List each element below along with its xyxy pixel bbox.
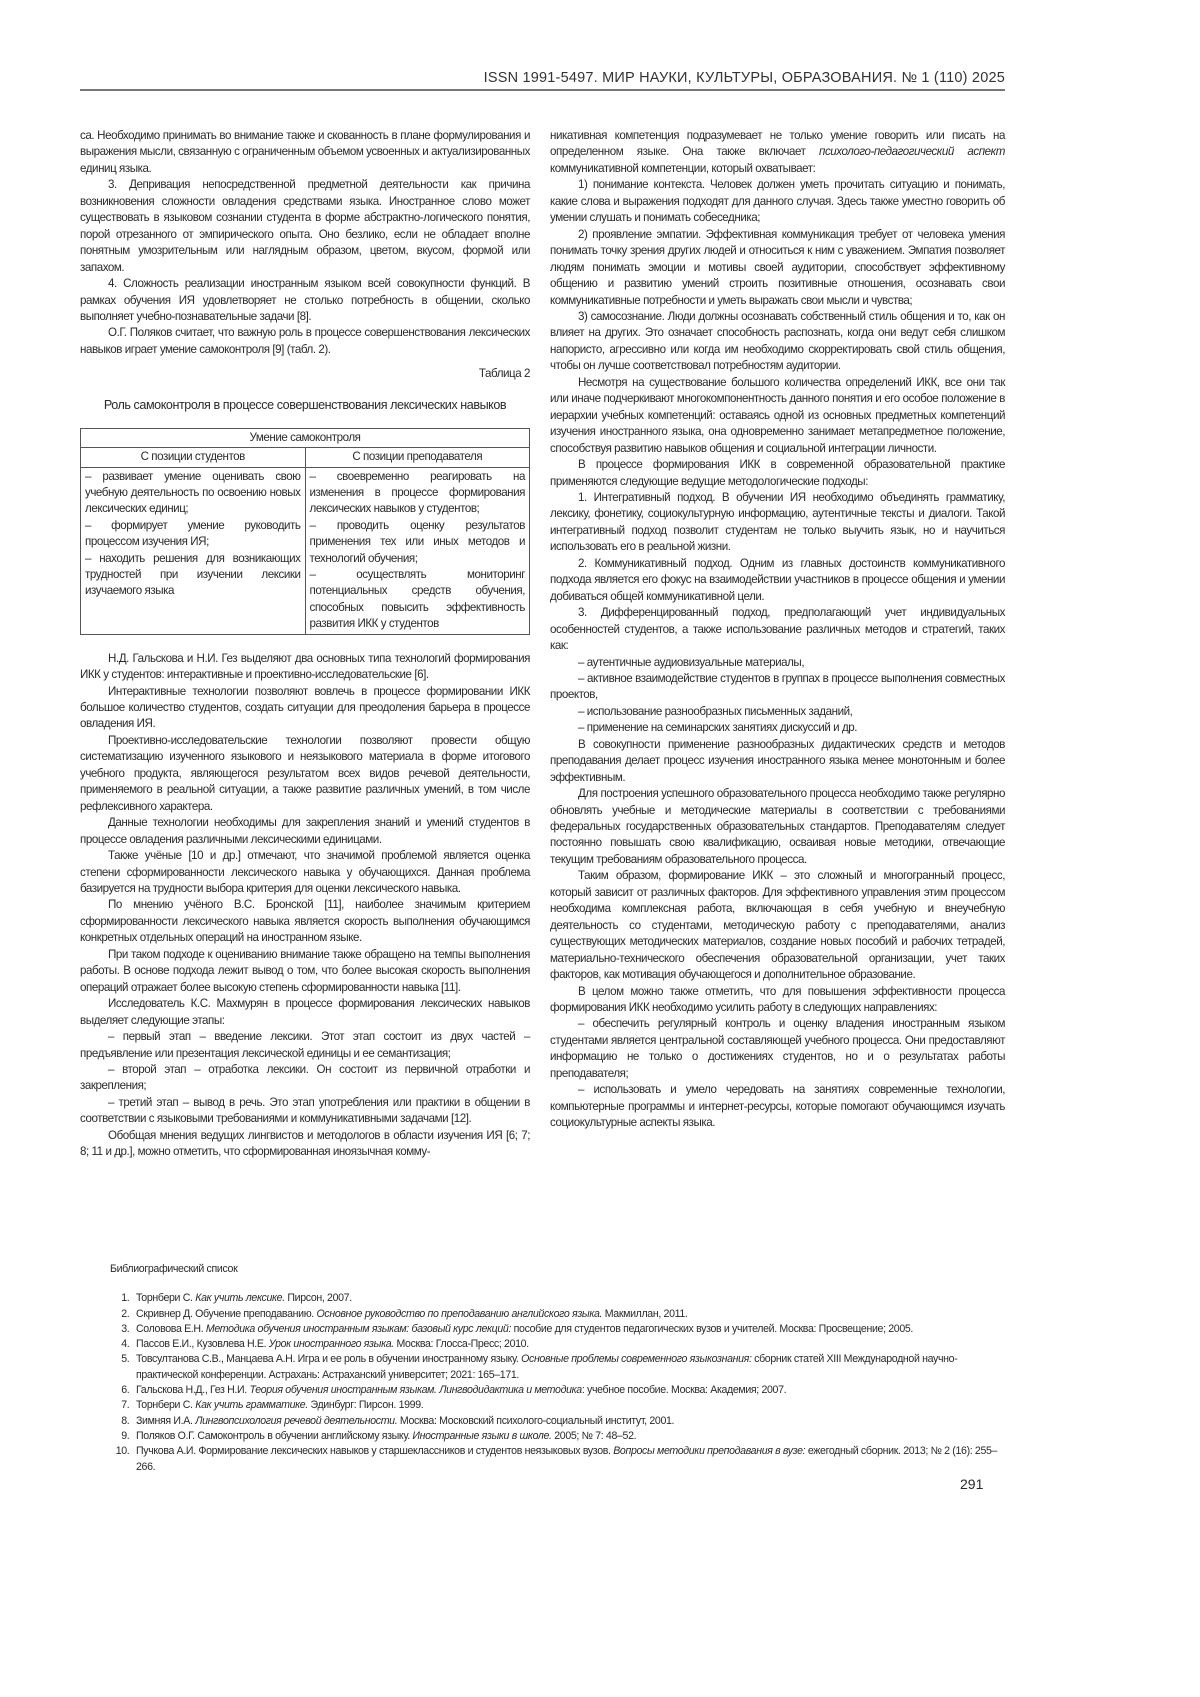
paragraph bbox=[80, 325, 530, 358]
paragraph bbox=[80, 1029, 530, 1062]
bibliography-item bbox=[132, 1337, 1005, 1352]
paragraph bbox=[80, 276, 530, 325]
paragraph bbox=[80, 1128, 530, 1161]
text-run: Пассов Е.И., Кузовлева Н.Е. bbox=[136, 1338, 269, 1351]
paragraph bbox=[80, 684, 530, 733]
bibliography-item bbox=[132, 1429, 1005, 1444]
right-paragraphs bbox=[550, 128, 1005, 1132]
text-run: ежегодный сборник. 2013; № 2 (16): 255–266. bbox=[136, 1445, 998, 1473]
paragraph bbox=[80, 177, 530, 276]
text-run: коммуникативной компетенции, который охватывает: bbox=[550, 161, 816, 175]
text-run: Пирсон, 2007. bbox=[284, 1292, 352, 1305]
text-run: Торнбери С. bbox=[136, 1399, 196, 1412]
table-2 bbox=[80, 428, 530, 635]
text-run: 3. Дифференцированный подход, предполагающий учет индивидуальных особенностей студентов, а также использование различных методов и стратегий, таких как: bbox=[550, 606, 1005, 653]
page-number: 291 bbox=[960, 1476, 984, 1492]
text-run: Несмотря на существование большого количества определений ИКК, все они так или иначе подчеркивают многокомпонентность данного понятия и его особое положение в иерархии учебных компетенций: оставаясь одной из основных предметных компетенций изучения иностранного языка, она одновременно занимает метапредметное положение, способствуя развитию навыков общения и социальной интеграции личности. bbox=[550, 375, 1005, 455]
text-run: Торнбери С. bbox=[136, 1292, 196, 1305]
italic-text: Вопросы методики преподавания в вузе: bbox=[613, 1445, 806, 1458]
text-run: Эдинбург: Пирсон. 1999. bbox=[307, 1399, 424, 1412]
column-header-teacher: С позиции преподавателя bbox=[305, 448, 530, 467]
text-run: пособие для студентов педагогических вузов и учителей. Москва: Просвещение; 2005. bbox=[511, 1322, 914, 1335]
table-cell-item: – своевременно реагировать на изменения в процессе формирования лексических навыков у студентов; bbox=[309, 469, 525, 516]
text-run: Пучкова А.И. Формирование лексических навыков у старшеклассников и студентов неязыковых вузов. bbox=[136, 1445, 614, 1458]
paragraph bbox=[80, 1062, 530, 1095]
paragraph bbox=[80, 1095, 530, 1128]
text-run: Зимняя И.А. bbox=[136, 1414, 196, 1427]
paragraph bbox=[550, 786, 1005, 868]
text-run: 3) самосознание. Люди должны осознавать собственный стиль общения и то, как он влияет на других. Это означает способность распознать, когда они ведут себя слишком напористо, агрессивно или когда им необходимо скорректировать свой стиль общения, чтобы он лучше соответствовал потребностям аудитории. bbox=[550, 309, 1005, 373]
cell-students bbox=[81, 467, 306, 634]
paragraph bbox=[550, 605, 1005, 654]
left-column bbox=[80, 128, 530, 1161]
bibliography-item bbox=[132, 1322, 1005, 1337]
bibliography-item bbox=[132, 1414, 1005, 1429]
text-run: – применение на семинарских занятиях дискуссий и др. bbox=[578, 721, 858, 735]
text-run: 1) понимание контекста. Человек должен уметь прочитать ситуацию и понимать, какие слова и выражения подходят для данного случая. Здесь также уместно говорить об умении слушать и понимать собеседника; bbox=[550, 178, 1005, 225]
italic-text: Основное руководство по преподаванию английского языка. bbox=[316, 1307, 603, 1320]
text-run: никативная компетенция подразумевает не только умение говорить или писать на определенном языке. Она также включает bbox=[550, 129, 1005, 159]
italic-text: Как учить грамматике. bbox=[195, 1399, 308, 1412]
italic-text: Лингвопсихология речевой деятельности. bbox=[195, 1414, 398, 1427]
paragraph bbox=[550, 671, 1005, 704]
text-run: Скривнер Д. Обучение преподаванию. bbox=[136, 1307, 317, 1320]
text-run: Проективно-исследовательские технологии позволяют провести общую систематизацию изученного языкового и неязыкового материала в форме итогового учебного продукта, являющегося результатом всех видов речевой деятельности, применяемого в реальной ситуации, а также развитие различных умений, в том числе рефлексивного характера. bbox=[80, 733, 530, 813]
text-run: Макмиллан, 2011. bbox=[602, 1307, 688, 1320]
paragraph bbox=[550, 457, 1005, 490]
bibliography-item bbox=[132, 1444, 1005, 1475]
text-run: Исследователь К.С. Махмурян в процессе формирования лексических навыков выделяет следующие этапы: bbox=[80, 997, 530, 1027]
text-run: 4. Сложность реализации иностранным языком всей совокупности функций. В рамках обучения ИЯ удовлетворяет не столько потребность в общении, сколько выполняет учебно-познавательные задачи [8]. bbox=[80, 277, 530, 323]
text-run: 3. Депривация непосредственной предметной деятельности как причина возникновения сложности овладения средствами языка. Иностранное слово может существовать в языковом сознании студента в форме абстрактно-логического понятия, порой отрезанного от эмпирического опыта. Оно безлико, если не обладает вполне понятным умозрительным или наглядным образом, цветом, вкусом, формой или запахом. bbox=[80, 178, 530, 274]
text-run: Москва: Московский психолого-социальный институт, 2001. bbox=[397, 1414, 675, 1427]
text-run: Также учёные [10 и др.] отмечают, что значимой проблемой является оценка степени сформированности лексического навыка у обучающихся. Данная проблема базируется на трудности выбора критерия для оценки лексического навыка. bbox=[80, 849, 530, 896]
italic-text: Урок иностранного языка. bbox=[268, 1338, 394, 1351]
text-run: 2) проявление эмпатии. Эффективная коммуникация требует от человека умения понимать точку зрения других людей и относиться к ним с уважением. Эмпатия позволяет людям понимать эмоции и мотивы своей аудитории, способствует эффективному общению и развитию умений строить позитивные отношения, осознавать свои коммуникативные потребности и уметь выражать свои мысли и чувства; bbox=[550, 227, 1005, 307]
paragraph bbox=[80, 996, 530, 1029]
text-run: Москва: Глосса-Пресс; 2010. bbox=[393, 1338, 529, 1351]
paragraph bbox=[550, 1016, 1005, 1082]
paragraph bbox=[550, 177, 1005, 226]
text-run: Товсултанова С.В., Манцаева А.Н. Игра и ее роль в обучении иностранному языку. bbox=[136, 1353, 522, 1366]
text-run: О.Г. Поляков считает, что важную роль в процессе совершенствования лексических навыков играет умение самоконтроля [9] (табл. 2). bbox=[80, 326, 530, 356]
text-run: Таким образом, формирование ИКК – это сложный и многогранный процесс, который зависит от различных факторов. Для эффективного управления этим процессом необходима комплексная работа, включающая в себя учебную и внеучебную деятельность со студентами, методическую работу с преподавателями, анализ существующих методических материалов, создание новых пособий и рабочих тетрадей, материально-технического обеспечения образовательной организации, учет таких факторов, как мотивация обучающегося и дополнительное образование. bbox=[550, 869, 1005, 982]
text-run: Гальскова Н.Д., Гез Н.И. bbox=[136, 1384, 250, 1397]
text-run: – второй этап – отработка лексики. Он состоит из первичной отработки и закрепления; bbox=[80, 1063, 530, 1093]
bibliography-title: Библиографический список bbox=[110, 1263, 238, 1275]
paragraph bbox=[550, 556, 1005, 605]
text-run: Данные технологии необходимы для закрепления знаний и умений студентов в процессе овладения различными лексическими единицами. bbox=[80, 816, 530, 846]
paragraph bbox=[80, 848, 530, 897]
text-run: Поляков О.Г. Самоконтроль в обучении английскому языку. bbox=[136, 1429, 413, 1442]
table-header: Умение самоконтроля bbox=[81, 428, 530, 447]
paragraph bbox=[80, 651, 530, 684]
bibliography bbox=[110, 1262, 1005, 1475]
paragraph bbox=[80, 897, 530, 946]
left-paragraphs-before bbox=[80, 128, 530, 358]
column-header-students: С позиции студентов bbox=[81, 448, 306, 467]
text-run: – обеспечить регулярный контроль и оценку владения иностранным языком студентами является центральной составляющей учебного процесса. Они предоставляют информацию не только о достижениях студентов, но и о результатах работы преподавателя; bbox=[550, 1017, 1005, 1080]
paragraph bbox=[80, 815, 530, 848]
table-label: Таблица 2 bbox=[478, 367, 530, 381]
right-column bbox=[550, 128, 1005, 1132]
text-run: 2005; № 7: 48–52. bbox=[551, 1429, 637, 1442]
paragraph bbox=[550, 984, 1005, 1017]
paragraph bbox=[550, 128, 1005, 177]
text-run: В целом можно также отметить, что для повышения эффективности процесса формирования ИКК необходимо усилить работу в следующих направлениях: bbox=[550, 984, 1005, 1015]
text-run: При таком подходе к оцениванию внимание также обращено на темпы выполнения работы. В основе подхода лежит вывод о том, что более высокая скорость выполнения операций отражает более высокую степень сформированности навыка [11]. bbox=[80, 947, 530, 994]
bibliography-item bbox=[132, 1352, 1005, 1383]
bibliography-item bbox=[132, 1307, 1005, 1322]
table-cell-item: – проводить оценку результатов применения тех или иных методов и технологий обучения; bbox=[309, 518, 525, 565]
italic-text: психолого-педагогический аспект bbox=[819, 145, 1005, 159]
text-run: 1. Интегративный подход. В обучении ИЯ необходимо объединять грамматику, лексику, фонетику, социокультурную информацию, аутентичные тексты и диалоги. Такой интегративный подход позволит студентам не только выучить язык, но и научиться использовать его в реальной жизни. bbox=[550, 490, 1005, 554]
text-run: В совокупности применение разнообразных дидактических средств и методов преподавания делает процесс изучения иностранного языка менее монотонным и более эффективным. bbox=[550, 737, 1005, 784]
paragraph bbox=[550, 490, 1005, 556]
text-run: Обобщая мнения ведущих лингвистов и методологов в области изучения ИЯ [6; 7; 8; 11 и др.], можно отметить, что сформированная иноязычная комму- bbox=[80, 1128, 530, 1159]
text-run: : учебное пособие. Москва: Академия; 2007. bbox=[581, 1384, 787, 1397]
cell-teacher bbox=[305, 467, 530, 634]
text-run: – третий этап – вывод в речь. Это этап употребления или практики в общении в соответствии с языковыми требованиями и коммуникативными задачами [12]. bbox=[80, 1095, 530, 1126]
table-cell-item: – находить решения для возникающих трудностей при изучении лексики изучаемого языка bbox=[85, 551, 301, 598]
left-paragraphs-after bbox=[80, 651, 530, 1161]
text-run: – использование разнообразных письменных заданий, bbox=[578, 704, 853, 718]
text-run: – активное взаимодействие студентов в группах в процессе выполнения совместных проектов, bbox=[550, 671, 1005, 702]
italic-text: Основные проблемы современного языкознания: bbox=[521, 1353, 752, 1366]
italic-text: Как учить лексике. bbox=[195, 1292, 285, 1305]
paragraph bbox=[80, 733, 530, 815]
paragraph bbox=[550, 868, 1005, 983]
bibliography-item bbox=[132, 1398, 1005, 1413]
paragraph bbox=[80, 947, 530, 996]
text-run: сборник статей XIII Международной научно-практической конференции. Астрахань: Астраханский университет; 2021: 165–171. bbox=[136, 1353, 958, 1381]
italic-text: Иностранные языки в школе. bbox=[412, 1429, 552, 1442]
italic-text: Теория обучения иностранным языкам. Лингводидактика и методика bbox=[249, 1384, 582, 1397]
bibliography-item bbox=[132, 1383, 1005, 1398]
paragraph bbox=[550, 737, 1005, 786]
table-cell-item: – формирует умение руководить процессом изучения ИЯ; bbox=[85, 518, 301, 549]
text-run: По мнению учёного В.С. Бронской [11], наиболее значимым критерием сформированности лексического навыка является скорость выполнения обучающимся конкретных отдельных операций на иностранном языке. bbox=[80, 898, 530, 945]
text-run: – первый этап – введение лексики. Этот этап состоит из двух частей – предъявление или презентация лексической единицы и ее семантизация; bbox=[80, 1030, 530, 1060]
paragraph bbox=[550, 704, 1005, 720]
bibliography-list bbox=[110, 1291, 1005, 1475]
text-run: – использовать и умело чередовать на занятиях современные технологии, компьютерные программы и интернет-ресурсы, которые помогают обучающимся изучать социокультурные аспекты языка. bbox=[550, 1083, 1005, 1130]
table-cell-item: – осуществлять мониторинг потенциальных средств обучения, способных повысить эффективность развития ИКК у студентов bbox=[309, 568, 525, 631]
text-run: 2. Коммуникативный подход. Одним из главных достоинств коммуникативного подхода является его фокус на взаимодействии участников в процессе общения и умении добиваться общей коммуникативной цели. bbox=[550, 556, 1005, 603]
text-run: – аутентичные аудиовизуальные материалы, bbox=[578, 655, 805, 669]
text-run: Для построения успешного образовательного процесса необходимо также регулярно обновлять учебные и методические материалы в соответствии с требованиями федеральных государственных образовательных стандартов. Преподавателям следует постоянно повышать свою квалификацию, осваивая новые методики, отвечающие текущим требованиям образовательного процесса. bbox=[550, 787, 1005, 866]
italic-text: Методика обучения иностранным языкам: базовый курс лекций: bbox=[205, 1322, 512, 1335]
paragraph bbox=[80, 128, 530, 177]
text-run: Соловова Е.Н. bbox=[136, 1322, 206, 1335]
paragraph bbox=[550, 309, 1005, 375]
bibliography-item bbox=[132, 1291, 1005, 1306]
text-run: В процессе формирования ИКК в современной образовательной практике применяются следующие ведущие методологические подходы: bbox=[550, 458, 1005, 488]
text-run: Н.Д. Гальскова и Н.И. Гез выделяют два основных типа технологий формирования ИКК у студентов: интерактивные и проективно-исследовательские [6]. bbox=[80, 651, 530, 682]
text-run: са. Необходимо принимать во внимание также и скованность в плане формулирования и выражения мысли, связанную с ограниченным объемом усвоенных и актуализированных единиц языка. bbox=[80, 129, 530, 175]
paragraph bbox=[550, 720, 1005, 736]
paragraph bbox=[550, 375, 1005, 457]
table-title: Роль самоконтроля в процессе совершенствования лексических навыков bbox=[103, 397, 507, 412]
paragraph bbox=[550, 655, 1005, 671]
running-header: ISSN 1991-5497. МИР НАУКИ, КУЛЬТУРЫ, ОБРАЗОВАНИЯ. № 1 (110) 2025 bbox=[80, 70, 1005, 91]
table-cell-item: – развивает умение оценивать свою учебную деятельность по освоению новых лексических единиц; bbox=[85, 469, 301, 516]
text-run: Интерактивные технологии позволяют вовлечь в процессе формировании ИКК большое количество студентов, создать ситуации для преодоления барьера в процессе овладения ИЯ. bbox=[80, 684, 530, 731]
paragraph bbox=[550, 227, 1005, 309]
paragraph bbox=[550, 1082, 1005, 1131]
